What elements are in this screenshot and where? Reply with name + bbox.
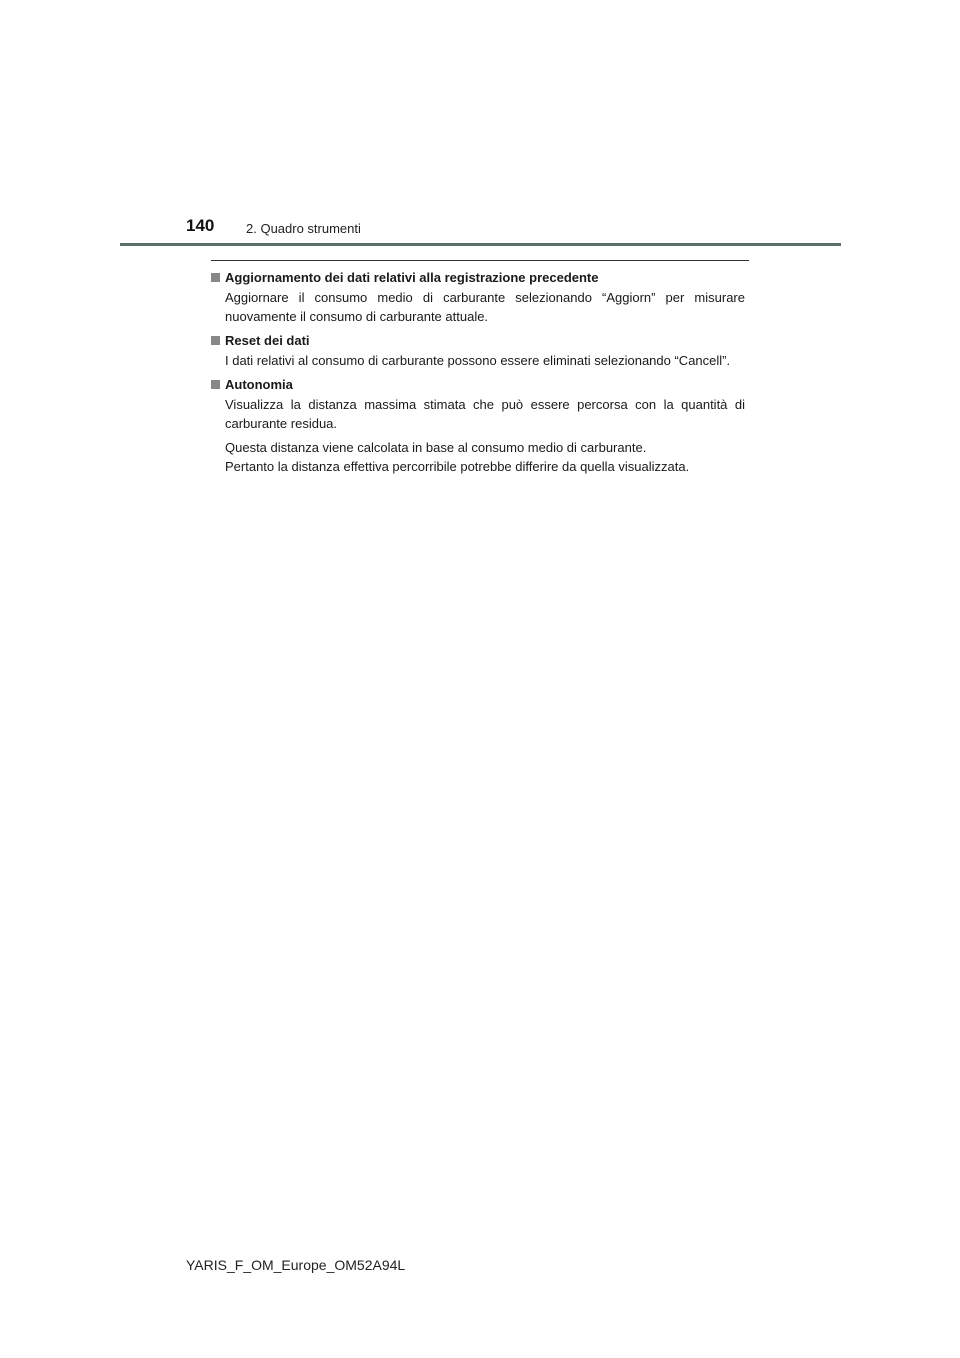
header-divider bbox=[120, 243, 841, 246]
square-bullet-icon bbox=[211, 380, 220, 389]
section-range bbox=[211, 375, 745, 476]
note-line: Questa distanza viene calcolata in base al consumo medio di carburante. bbox=[225, 440, 647, 455]
section-body: Aggiornare il consumo medio di carburante selezionando “Aggiorn” per misurare nuovamente il consumo di carburante attuale. bbox=[225, 290, 745, 324]
section-heading bbox=[211, 268, 745, 287]
square-bullet-icon bbox=[211, 273, 220, 282]
document-code: YARIS_F_OM_Europe_OM52A94L bbox=[186, 1257, 406, 1273]
content-area bbox=[211, 268, 745, 481]
chapter-title: 2. Quadro strumenti bbox=[246, 221, 361, 236]
section-body: Visualizza la distanza massima stimata che può essere percorsa con la quantità di carburante residua. bbox=[225, 397, 745, 431]
section-body: I dati relativi al consumo di carburante possono essere eliminati selezionando “Cancell”. bbox=[225, 353, 731, 368]
square-bullet-icon bbox=[211, 336, 220, 345]
page-number: 140 bbox=[186, 216, 215, 235]
section-note bbox=[225, 438, 745, 476]
section-update-data bbox=[211, 268, 745, 326]
note-line: Pertanto la distanza effettiva percorribile potrebbe differire da quella visualizzata. bbox=[225, 459, 690, 474]
section-heading bbox=[211, 375, 745, 394]
section-reset-data bbox=[211, 331, 745, 370]
section-heading bbox=[211, 331, 745, 350]
section-heading-text: Reset dei dati bbox=[225, 333, 310, 348]
section-divider bbox=[211, 260, 749, 261]
section-heading-text: Autonomia bbox=[225, 377, 293, 392]
section-heading-text: Aggiornamento dei dati relativi alla registrazione precedente bbox=[225, 270, 599, 285]
